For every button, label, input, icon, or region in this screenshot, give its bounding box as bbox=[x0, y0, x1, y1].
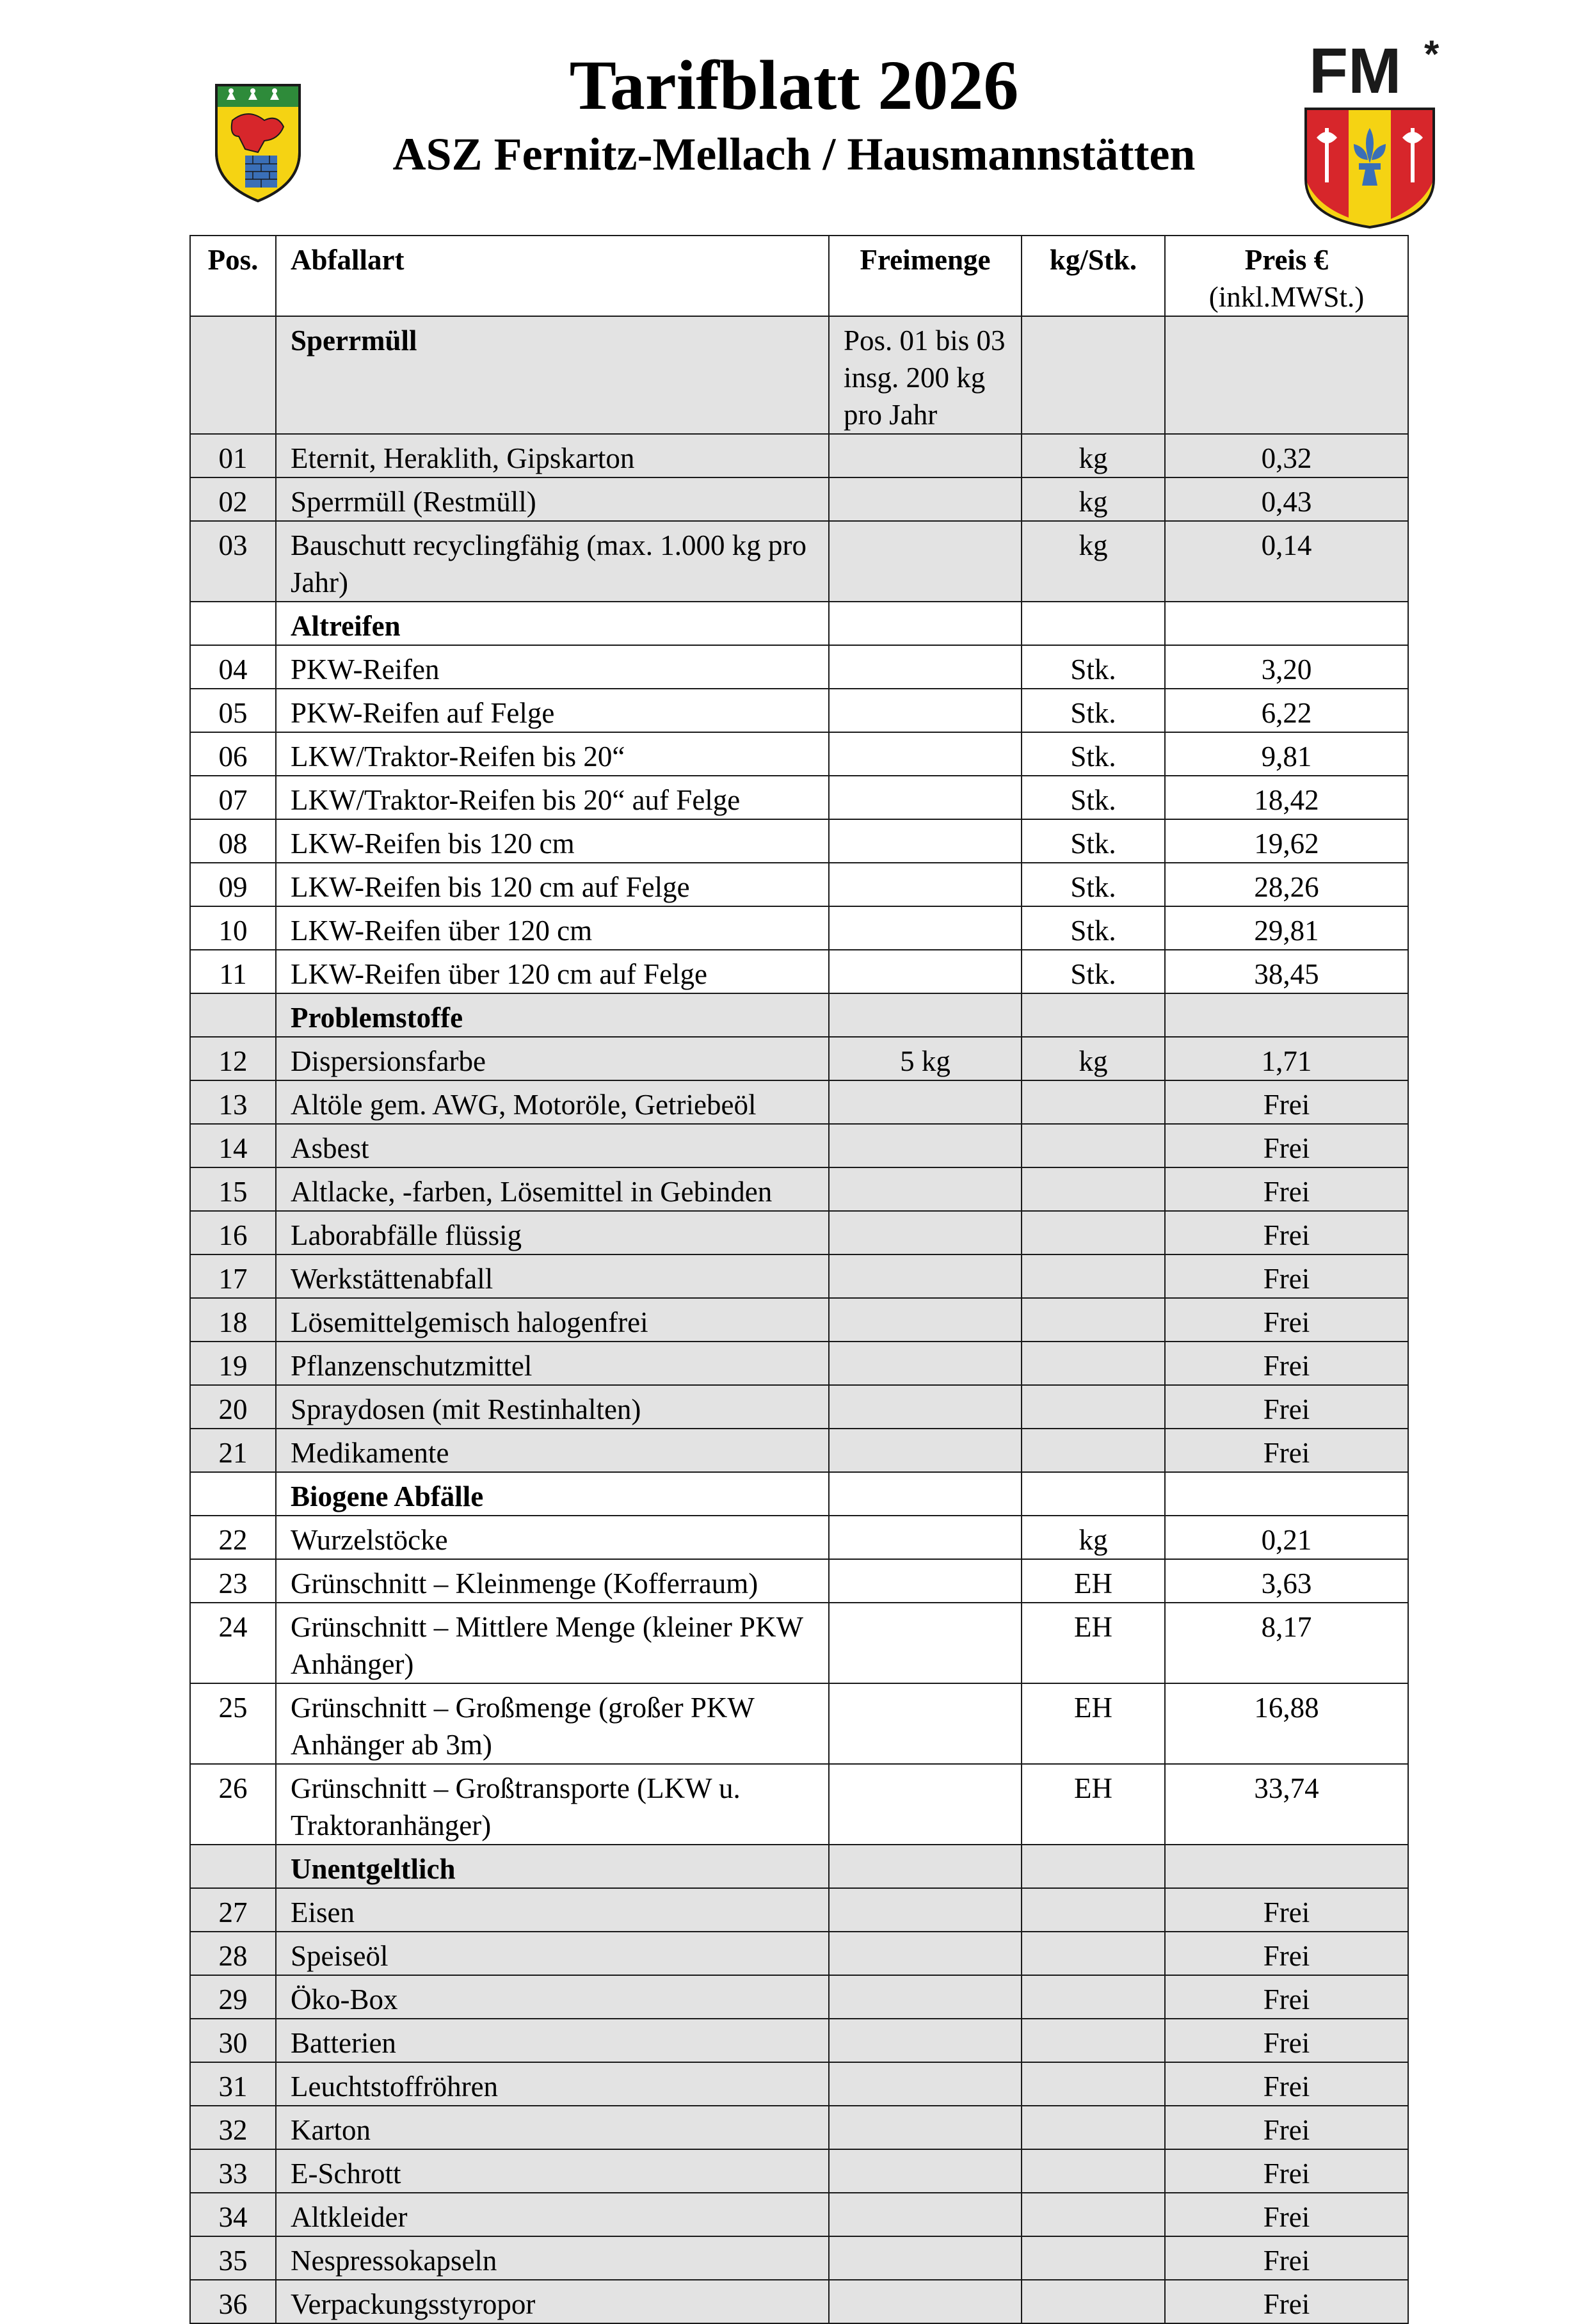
cell-price: Frei bbox=[1165, 2062, 1408, 2106]
cell-pos: 15 bbox=[190, 1167, 276, 1211]
table-row bbox=[190, 1888, 1408, 1932]
cell-abfallart: Eternit, Heraklith, Gipskarton bbox=[276, 434, 829, 477]
table-row bbox=[190, 477, 1408, 521]
table-row bbox=[190, 2106, 1408, 2149]
cell-unit bbox=[1022, 993, 1165, 1037]
cell-pos: 18 bbox=[190, 1298, 276, 1342]
cell-freimenge bbox=[829, 776, 1022, 819]
table-row bbox=[190, 1124, 1408, 1167]
cell-abfallart: Altlacke, -farben, Lösemittel in Gebinden bbox=[276, 1167, 829, 1211]
cell-unit: Stk. bbox=[1022, 776, 1165, 819]
table-row bbox=[190, 863, 1408, 906]
cell-price: 8,17 bbox=[1165, 1603, 1408, 1683]
cell-pos: 20 bbox=[190, 1385, 276, 1429]
cell-freimenge bbox=[829, 1124, 1022, 1167]
cell-freimenge bbox=[829, 1211, 1022, 1254]
cell-unit: kg bbox=[1022, 477, 1165, 521]
fm-logo-text: FM bbox=[1309, 35, 1402, 107]
cell-price: 0,32 bbox=[1165, 434, 1408, 477]
cell-unit bbox=[1022, 2280, 1165, 2323]
cell-price bbox=[1165, 316, 1408, 434]
cell-pos: 14 bbox=[190, 1124, 276, 1167]
section-title: Altreifen bbox=[276, 602, 829, 645]
cell-abfallart: Öko-Box bbox=[276, 1975, 829, 2019]
section-title: Unentgeltlich bbox=[276, 1845, 829, 1888]
cell-unit bbox=[1022, 2062, 1165, 2106]
cell-pos: 36 bbox=[190, 2280, 276, 2323]
cell-unit bbox=[1022, 1167, 1165, 1211]
header-price-label: Preis € bbox=[1244, 244, 1329, 276]
cell-price: 3,20 bbox=[1165, 645, 1408, 689]
cell-price: Frei bbox=[1165, 1888, 1408, 1932]
cell-abfallart: Speiseöl bbox=[276, 1932, 829, 1975]
cell-price: Frei bbox=[1165, 1254, 1408, 1298]
cell-unit bbox=[1022, 1472, 1165, 1516]
cell-freimenge bbox=[829, 1683, 1022, 1764]
cell-freimenge bbox=[829, 1764, 1022, 1845]
cell-price: Frei bbox=[1165, 1080, 1408, 1124]
cell-pos bbox=[190, 1472, 276, 1516]
cell-price: 0,43 bbox=[1165, 477, 1408, 521]
table-row bbox=[190, 1298, 1408, 1342]
cell-pos: 29 bbox=[190, 1975, 276, 2019]
cell-freimenge bbox=[829, 906, 1022, 950]
cell-pos: 10 bbox=[190, 906, 276, 950]
cell-freimenge bbox=[829, 1342, 1022, 1385]
cell-unit bbox=[1022, 2149, 1165, 2193]
table-row bbox=[190, 1603, 1408, 1683]
cell-pos: 24 bbox=[190, 1603, 276, 1683]
cell-freimenge bbox=[829, 1516, 1022, 1559]
cell-pos: 03 bbox=[190, 521, 276, 602]
table-row bbox=[190, 1167, 1408, 1211]
table-row bbox=[190, 2280, 1408, 2323]
cell-freimenge bbox=[829, 1932, 1022, 1975]
cell-unit bbox=[1022, 1975, 1165, 2019]
cell-freimenge bbox=[829, 645, 1022, 689]
cell-pos: 12 bbox=[190, 1037, 276, 1080]
cell-abfallart: Grünschnitt – Kleinmenge (Kofferraum) bbox=[276, 1559, 829, 1603]
table-row bbox=[190, 2236, 1408, 2280]
cell-freimenge bbox=[829, 2019, 1022, 2062]
cell-abfallart: Dispersionsfarbe bbox=[276, 1037, 829, 1080]
cell-freimenge: Pos. 01 bis 03 insg. 200 kg pro Jahr bbox=[829, 316, 1022, 434]
table-row bbox=[190, 521, 1408, 602]
table-row bbox=[190, 1683, 1408, 1764]
cell-price: 3,63 bbox=[1165, 1559, 1408, 1603]
table-row bbox=[190, 2019, 1408, 2062]
table-row bbox=[190, 1429, 1408, 1472]
cell-price: 6,22 bbox=[1165, 689, 1408, 732]
cell-unit bbox=[1022, 1124, 1165, 1167]
cell-unit: Stk. bbox=[1022, 645, 1165, 689]
table-row bbox=[190, 689, 1408, 732]
cell-freimenge bbox=[829, 732, 1022, 776]
cell-unit: Stk. bbox=[1022, 863, 1165, 906]
table-row bbox=[190, 1516, 1408, 1559]
header-abfallart: Abfallart bbox=[276, 236, 829, 316]
cell-unit bbox=[1022, 1385, 1165, 1429]
cell-unit bbox=[1022, 1342, 1165, 1385]
cell-unit bbox=[1022, 1080, 1165, 1124]
cell-price bbox=[1165, 993, 1408, 1037]
cell-abfallart: Nespressokapseln bbox=[276, 2236, 829, 2280]
cell-unit bbox=[1022, 2019, 1165, 2062]
cell-abfallart: Verpackungsstyropor bbox=[276, 2280, 829, 2323]
table-row bbox=[190, 2149, 1408, 2193]
cell-unit: Stk. bbox=[1022, 732, 1165, 776]
cell-price: 19,62 bbox=[1165, 819, 1408, 863]
header-price bbox=[1165, 236, 1408, 316]
cell-price: Frei bbox=[1165, 2193, 1408, 2236]
cell-unit bbox=[1022, 1888, 1165, 1932]
cell-pos bbox=[190, 993, 276, 1037]
cell-pos: 19 bbox=[190, 1342, 276, 1385]
table-row bbox=[190, 776, 1408, 819]
cell-freimenge bbox=[829, 521, 1022, 602]
cell-abfallart: Spraydosen (mit Restinhalten) bbox=[276, 1385, 829, 1429]
cell-unit bbox=[1022, 1211, 1165, 1254]
cell-pos: 16 bbox=[190, 1211, 276, 1254]
cell-pos: 28 bbox=[190, 1932, 276, 1975]
cell-abfallart: Karton bbox=[276, 2106, 829, 2149]
cell-abfallart: Pflanzenschutzmittel bbox=[276, 1342, 829, 1385]
cell-pos: 17 bbox=[190, 1254, 276, 1298]
cell-pos: 08 bbox=[190, 819, 276, 863]
cell-unit bbox=[1022, 1932, 1165, 1975]
cell-freimenge bbox=[829, 863, 1022, 906]
table-row bbox=[190, 645, 1408, 689]
cell-price: 33,74 bbox=[1165, 1764, 1408, 1845]
cell-freimenge bbox=[829, 2149, 1022, 2193]
cell-price: 1,71 bbox=[1165, 1037, 1408, 1080]
cell-abfallart: PKW-Reifen bbox=[276, 645, 829, 689]
cell-unit bbox=[1022, 1298, 1165, 1342]
table-row bbox=[190, 1080, 1408, 1124]
cell-abfallart: Grünschnitt – Großmenge (großer PKW Anhänger ab 3m) bbox=[276, 1683, 829, 1764]
cell-price: Frei bbox=[1165, 1211, 1408, 1254]
cell-abfallart: Wurzelstöcke bbox=[276, 1516, 829, 1559]
cell-freimenge bbox=[829, 689, 1022, 732]
header-unit: kg/Stk. bbox=[1022, 236, 1165, 316]
cell-freimenge bbox=[829, 1888, 1022, 1932]
cell-pos: 33 bbox=[190, 2149, 276, 2193]
section-row bbox=[190, 602, 1408, 645]
table-row bbox=[190, 1385, 1408, 1429]
table-row bbox=[190, 1764, 1408, 1845]
cell-price: Frei bbox=[1165, 1167, 1408, 1211]
cell-abfallart: LKW/Traktor-Reifen bis 20“ auf Felge bbox=[276, 776, 829, 819]
cell-unit: EH bbox=[1022, 1683, 1165, 1764]
section-title: Problemstoffe bbox=[276, 993, 829, 1037]
cell-freimenge bbox=[829, 1845, 1022, 1888]
cell-abfallart: Lösemittelgemisch halogenfrei bbox=[276, 1298, 829, 1342]
cell-abfallart: Asbest bbox=[276, 1124, 829, 1167]
cell-price: 28,26 bbox=[1165, 863, 1408, 906]
table-row bbox=[190, 1037, 1408, 1080]
cell-freimenge bbox=[829, 1429, 1022, 1472]
cell-abfallart: PKW-Reifen auf Felge bbox=[276, 689, 829, 732]
cell-unit: EH bbox=[1022, 1559, 1165, 1603]
cell-pos: 27 bbox=[190, 1888, 276, 1932]
cell-price bbox=[1165, 1472, 1408, 1516]
cell-abfallart: Grünschnitt – Mittlere Menge (kleiner PKW Anhänger) bbox=[276, 1603, 829, 1683]
section-title: Sperrmüll bbox=[276, 316, 829, 434]
cell-price: 0,21 bbox=[1165, 1516, 1408, 1559]
cell-unit: EH bbox=[1022, 1603, 1165, 1683]
cell-unit: kg bbox=[1022, 1037, 1165, 1080]
cell-price: Frei bbox=[1165, 1298, 1408, 1342]
cell-price: Frei bbox=[1165, 1932, 1408, 1975]
cell-pos: 30 bbox=[190, 2019, 276, 2062]
cell-unit bbox=[1022, 316, 1165, 434]
table-row bbox=[190, 819, 1408, 863]
header-pos: Pos. bbox=[190, 236, 276, 316]
section-row bbox=[190, 993, 1408, 1037]
table-row bbox=[190, 1932, 1408, 1975]
tariff-table bbox=[189, 235, 1409, 2324]
cell-pos: 25 bbox=[190, 1683, 276, 1764]
cell-unit bbox=[1022, 1254, 1165, 1298]
fm-logo-mark: * bbox=[1424, 33, 1440, 76]
table-row bbox=[190, 1975, 1408, 2019]
cell-freimenge bbox=[829, 819, 1022, 863]
cell-pos: 34 bbox=[190, 2193, 276, 2236]
cell-unit bbox=[1022, 2106, 1165, 2149]
cell-unit bbox=[1022, 1845, 1165, 1888]
cell-pos: 07 bbox=[190, 776, 276, 819]
cell-freimenge bbox=[829, 1298, 1022, 1342]
cell-freimenge bbox=[829, 1472, 1022, 1516]
cell-freimenge bbox=[829, 2193, 1022, 2236]
cell-unit bbox=[1022, 2236, 1165, 2280]
cell-unit: kg bbox=[1022, 1516, 1165, 1559]
cell-abfallart: Grünschnitt – Großtransporte (LKW u. Traktoranhänger) bbox=[276, 1764, 829, 1845]
cell-pos: 05 bbox=[190, 689, 276, 732]
cell-pos: 23 bbox=[190, 1559, 276, 1603]
cell-abfallart: LKW-Reifen über 120 cm auf Felge bbox=[276, 950, 829, 993]
cell-unit bbox=[1022, 602, 1165, 645]
cell-freimenge bbox=[829, 2106, 1022, 2149]
cell-pos: 01 bbox=[190, 434, 276, 477]
cell-freimenge bbox=[829, 1385, 1022, 1429]
cell-price: 38,45 bbox=[1165, 950, 1408, 993]
table-row bbox=[190, 2193, 1408, 2236]
cell-pos: 22 bbox=[190, 1516, 276, 1559]
cell-unit: kg bbox=[1022, 521, 1165, 602]
section-row bbox=[190, 1845, 1408, 1888]
table-row bbox=[190, 1254, 1408, 1298]
cell-unit: Stk. bbox=[1022, 689, 1165, 732]
cell-abfallart: Eisen bbox=[276, 1888, 829, 1932]
cell-unit: Stk. bbox=[1022, 950, 1165, 993]
cell-price: 16,88 bbox=[1165, 1683, 1408, 1764]
cell-pos: 21 bbox=[190, 1429, 276, 1472]
cell-pos: 11 bbox=[190, 950, 276, 993]
section-title: Biogene Abfälle bbox=[276, 1472, 829, 1516]
page-title: Tarifblatt 2026 bbox=[569, 46, 1019, 124]
cell-price: Frei bbox=[1165, 2106, 1408, 2149]
header-freimenge: Freimenge bbox=[829, 236, 1022, 316]
cell-unit: EH bbox=[1022, 1764, 1165, 1845]
cell-price: Frei bbox=[1165, 1385, 1408, 1429]
cell-pos: 02 bbox=[190, 477, 276, 521]
cell-abfallart: LKW-Reifen über 120 cm bbox=[276, 906, 829, 950]
cell-unit: Stk. bbox=[1022, 906, 1165, 950]
cell-abfallart: Laborabfälle flüssig bbox=[276, 1211, 829, 1254]
cell-freimenge bbox=[829, 1167, 1022, 1211]
cell-pos: 35 bbox=[190, 2236, 276, 2280]
cell-freimenge bbox=[829, 993, 1022, 1037]
cell-abfallart: Medikamente bbox=[276, 1429, 829, 1472]
cell-freimenge bbox=[829, 950, 1022, 993]
cell-pos bbox=[190, 1845, 276, 1888]
cell-unit bbox=[1022, 1429, 1165, 1472]
page-subtitle: ASZ Fernitz-Mellach / Hausmannstätten bbox=[392, 129, 1196, 180]
cell-price: Frei bbox=[1165, 2149, 1408, 2193]
cell-abfallart: Batterien bbox=[276, 2019, 829, 2062]
cell-price: Frei bbox=[1165, 1124, 1408, 1167]
cell-freimenge bbox=[829, 2062, 1022, 2106]
table-row bbox=[190, 1342, 1408, 1385]
cell-freimenge bbox=[829, 477, 1022, 521]
table-row bbox=[190, 2062, 1408, 2106]
cell-pos: 04 bbox=[190, 645, 276, 689]
section-row bbox=[190, 1472, 1408, 1516]
table-body bbox=[190, 316, 1408, 2323]
cell-price: 0,14 bbox=[1165, 521, 1408, 602]
cell-freimenge bbox=[829, 1559, 1022, 1603]
cell-price: Frei bbox=[1165, 2236, 1408, 2280]
table-header-row bbox=[190, 236, 1408, 316]
cell-freimenge bbox=[829, 602, 1022, 645]
cell-price: Frei bbox=[1165, 1429, 1408, 1472]
cell-freimenge bbox=[829, 1975, 1022, 2019]
cell-freimenge bbox=[829, 2236, 1022, 2280]
cell-freimenge bbox=[829, 1254, 1022, 1298]
cell-freimenge bbox=[829, 1080, 1022, 1124]
cell-abfallart: Altöle gem. AWG, Motoröle, Getriebeöl bbox=[276, 1080, 829, 1124]
cell-abfallart: LKW-Reifen bis 120 cm bbox=[276, 819, 829, 863]
table-row bbox=[190, 1559, 1408, 1603]
cell-freimenge bbox=[829, 2280, 1022, 2323]
table-row bbox=[190, 950, 1408, 993]
cell-abfallart: Werkstättenabfall bbox=[276, 1254, 829, 1298]
cell-price: Frei bbox=[1165, 2280, 1408, 2323]
cell-abfallart: Leuchtstoffröhren bbox=[276, 2062, 829, 2106]
cell-freimenge: 5 kg bbox=[829, 1037, 1022, 1080]
cell-abfallart: E-Schrott bbox=[276, 2149, 829, 2193]
cell-price: 9,81 bbox=[1165, 732, 1408, 776]
cell-abfallart: LKW/Traktor-Reifen bis 20“ bbox=[276, 732, 829, 776]
cell-pos: 06 bbox=[190, 732, 276, 776]
cell-price bbox=[1165, 1845, 1408, 1888]
cell-pos bbox=[190, 316, 276, 434]
table-row bbox=[190, 732, 1408, 776]
cell-abfallart: Bauschutt recyclingfähig (max. 1.000 kg pro Jahr) bbox=[276, 521, 829, 602]
cell-price: 18,42 bbox=[1165, 776, 1408, 819]
cell-abfallart: Altkleider bbox=[276, 2193, 829, 2236]
cell-unit: Stk. bbox=[1022, 819, 1165, 863]
cell-pos bbox=[190, 602, 276, 645]
cell-price: Frei bbox=[1165, 1342, 1408, 1385]
cell-unit: kg bbox=[1022, 434, 1165, 477]
cell-pos: 09 bbox=[190, 863, 276, 906]
cell-price bbox=[1165, 602, 1408, 645]
cell-price: 29,81 bbox=[1165, 906, 1408, 950]
cell-price: Frei bbox=[1165, 2019, 1408, 2062]
table-row bbox=[190, 434, 1408, 477]
cell-freimenge bbox=[829, 1603, 1022, 1683]
cell-pos: 31 bbox=[190, 2062, 276, 2106]
cell-pos: 26 bbox=[190, 1764, 276, 1845]
cell-abfallart: LKW-Reifen bis 120 cm auf Felge bbox=[276, 863, 829, 906]
header-price-note: (inkl.MWSt.) bbox=[1208, 281, 1365, 313]
cell-price: Frei bbox=[1165, 1975, 1408, 2019]
cell-pos: 32 bbox=[190, 2106, 276, 2149]
table-row bbox=[190, 906, 1408, 950]
table-row bbox=[190, 1211, 1408, 1254]
section-row bbox=[190, 316, 1408, 434]
cell-pos: 13 bbox=[190, 1080, 276, 1124]
cell-unit bbox=[1022, 2193, 1165, 2236]
cell-abfallart: Sperrmüll (Restmüll) bbox=[276, 477, 829, 521]
cell-freimenge bbox=[829, 434, 1022, 477]
